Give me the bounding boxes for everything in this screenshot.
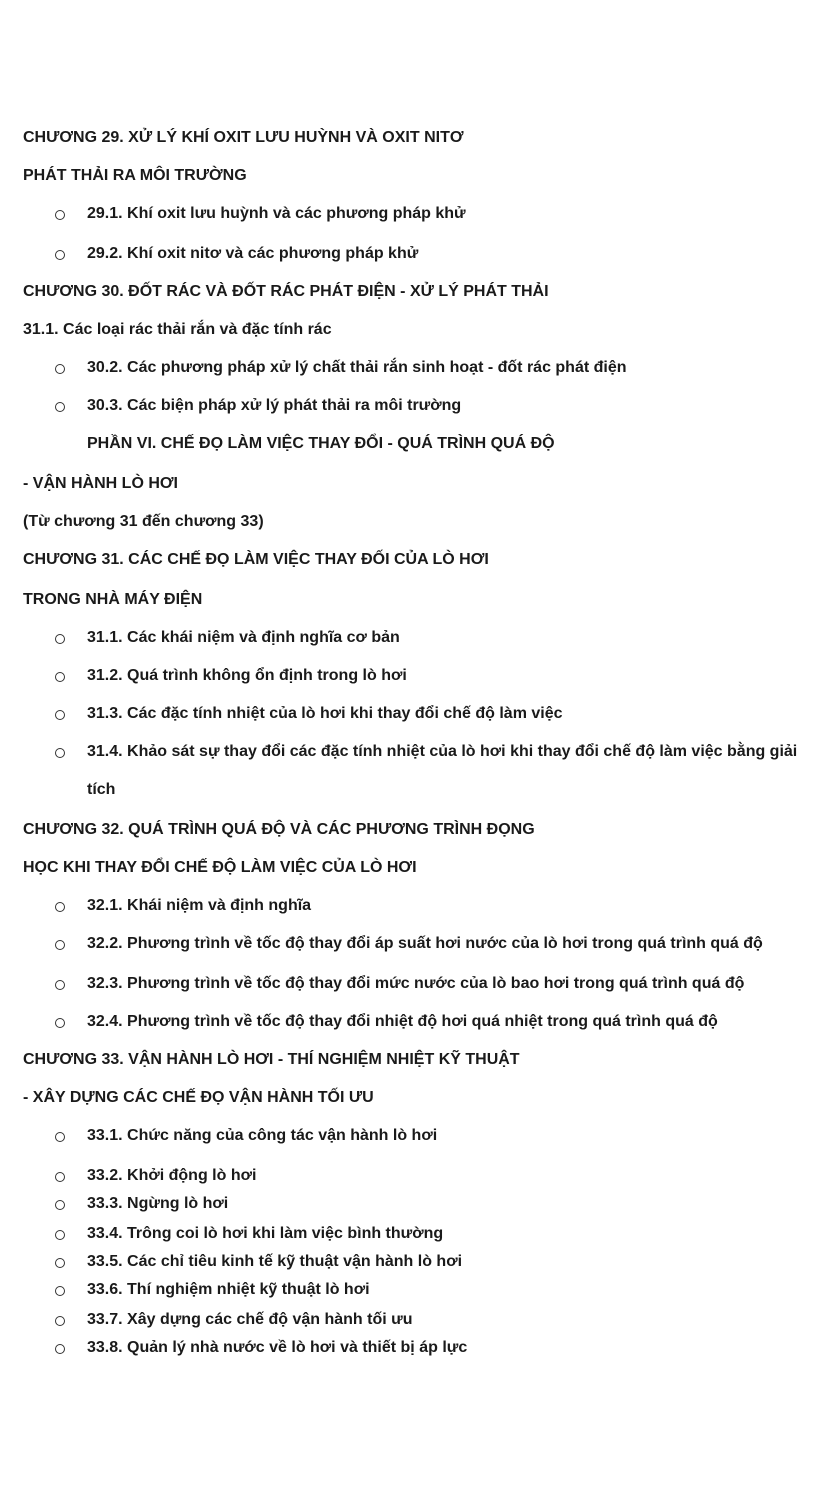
bullet-icon [55,940,65,950]
section-32-4: 32.4. Phương trình về tốc độ thay đổi nhiệt độ hơi quá nhiệt trong quá trình quá độ [87,1013,718,1030]
bullet-icon [55,1132,65,1142]
bullet-icon [55,902,65,912]
section-31-1-heading: 31.1. Các loại rác thải rắn và đặc tính rác [23,321,332,338]
section-31-2: 31.2. Quá trình không ổn định trong lò hơi [87,667,407,684]
chapter-31-title-line-1: CHƯƠNG 31. CÁC CHẾ ĐỌ LÀM VIỆC THAY ĐỐI CỦA LÒ HƠI [23,551,489,568]
section-33-2: 33.2. Khởi động lò hơi [87,1167,257,1184]
bullet-icon [55,980,65,990]
section-33-4: 33.4. Trông coi lò hơi khi làm việc bình thường [87,1225,444,1242]
section-33-1: 33.1. Chức năng của công tác vận hành lò hơi [87,1127,438,1144]
bullet-icon [55,1258,65,1268]
part-6-subtitle: - VẬN HÀNH LÒ HƠI [23,475,178,492]
chapter-32-title-line-2: HỌC KHI THAY ĐỔI CHẾ ĐỘ LÀM VIỆC CỦA LÒ HƠI [23,859,417,876]
section-31-1: 31.1. Các khái niệm và định nghĩa cơ bản [87,629,400,646]
bullet-icon [55,634,65,644]
bullet-icon [55,1286,65,1296]
section-31-4: 31.4. Khảo sát sự thay đổi các đặc tính nhiệt của lò hơi khi thay đổi chế độ làm việc bằng giải tích [87,743,798,798]
bullet-icon [55,402,65,412]
bullet-icon [55,364,65,374]
section-29-1: 29.1. Khí oxit lưu huỳnh và các phương pháp khử [87,205,466,222]
chapter-30-title: CHƯƠNG 30. ĐỐT RÁC VÀ ĐỐT RÁC PHÁT ĐIỆN - XỬ LÝ PHÁT THẢI [23,283,549,300]
bullet-icon [55,672,65,682]
chapter-31-title-line-2: TRONG NHÀ MÁY ĐIỆN [23,591,203,608]
bullet-icon [55,1344,65,1354]
section-33-7: 33.7. Xây dựng các chế độ vận hành tối ưu [87,1311,413,1328]
bullet-icon [55,710,65,720]
chapter-29-title-line-2: PHÁT THẢI RA MÔI TRƯỜNG [23,167,247,184]
section-32-1: 32.1. Khái niệm và định nghĩa [87,897,312,914]
section-32-3: 32.3. Phương trình về tốc độ thay đổi mức nước của lò bao hơi trong quá trình quá độ [87,975,745,992]
section-32-2: 32.2. Phương trình về tốc độ thay đổi áp suất hơi nước của lò hơi trong quá trình quá độ [87,935,763,952]
chapter-32-title-line-1: CHƯƠNG 32. QUÁ TRÌNH QUÁ ĐỘ VÀ CÁC PHƯƠNG TRÌNH ĐỌNG [23,821,535,838]
part-6-range: (Từ chương 31 đến chương 33) [23,513,264,530]
section-30-2: 30.2. Các phương pháp xử lý chất thải rắn sinh hoạt - đốt rác phát điện [87,359,627,376]
chapter-33-title-line-2: - XÂY DỰNG CÁC CHẾ ĐỌ VẬN HÀNH TỐI ƯU [23,1089,374,1106]
section-33-5: 33.5. Các chỉ tiêu kinh tế kỹ thuật vận hành lò hơi [87,1253,463,1270]
bullet-icon [55,210,65,220]
section-33-8: 33.8. Quản lý nhà nước về lò hơi và thiết bị áp lực [87,1339,468,1356]
bullet-icon [55,748,65,758]
part-6-title: PHẦN VI. CHẾ ĐỌ LÀM VIỆC THAY ĐỔI - QUÁ TRÌNH QUÁ ĐỘ [87,435,555,452]
section-30-3: 30.3. Các biện pháp xử lý phát thải ra môi trường [87,397,462,414]
chapter-29-title-line-1: CHƯƠNG 29. XỬ LÝ KHÍ OXIT LƯU HUỲNH VÀ OXIT NITƠ [23,129,464,146]
bullet-icon [55,1018,65,1028]
bullet-icon [55,1316,65,1326]
chapter-33-title-line-1: CHƯƠNG 33. VẬN HÀNH LÒ HƠI - THÍ NGHIỆM NHIỆT KỸ THUẬT [23,1051,520,1068]
bullet-icon [55,250,65,260]
section-31-3: 31.3. Các đặc tính nhiệt của lò hơi khi thay đổi chế độ làm việc [87,705,563,722]
section-33-3: 33.3. Ngừng lò hơi [87,1195,229,1212]
bullet-icon [55,1230,65,1240]
bullet-icon [55,1172,65,1182]
section-29-2: 29.2. Khí oxit nitơ và các phương pháp khử [87,245,419,262]
section-33-6: 33.6. Thí nghiệm nhiệt kỹ thuật lò hơi [87,1281,370,1298]
bullet-icon [55,1200,65,1210]
